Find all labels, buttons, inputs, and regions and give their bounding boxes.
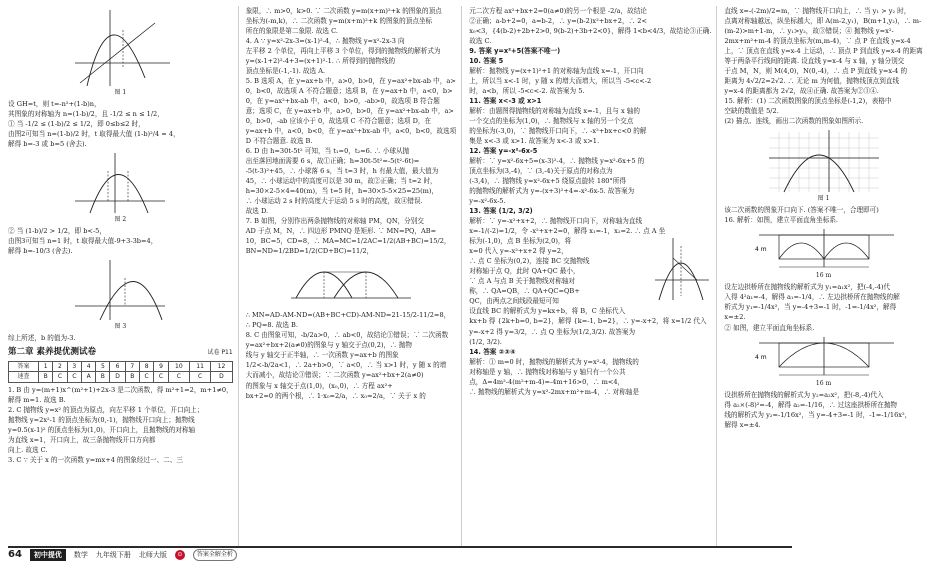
figure-1-caption: 图 1 [114, 89, 127, 96]
text-line: 的图象与 x 轴交于点(1,0)，(x₀,0)，∴ 方程 ax²+ [245, 381, 393, 390]
text-line: 解得 m=1. 故选 B. [8, 395, 66, 404]
page-number: 64 [8, 549, 22, 561]
answer-line: 9. 答案 y=x²+5(答案不唯一) [469, 47, 561, 56]
table-cell: 2 [53, 362, 67, 372]
text-line: 坐标为(-m,k)，∴ 二次函数 y=m(x+m)²+k 的图象的顶点坐标 [245, 17, 433, 26]
text-line: QC，由两点之间线段最短可知 [469, 297, 559, 306]
text-line: 1/2<-b/2a<1，∴ 2a+b>0，∵ a<0，∴ 当 x>1 时，y 随 x 的增 [245, 361, 447, 370]
figure-q7 [246, 258, 457, 308]
figure-3 [8, 258, 233, 331]
text-line: 时，a<b，所以 -5<c<-2. 故答案为 5. [469, 87, 585, 96]
text-line: 上，∵ 顶点在直线 y=x-4 上运动，∴ 顶点 P 到直线 y=x-4 的距离 [724, 47, 923, 56]
text-line: 0，b>0，-ab 应该小于 0，故选项 C 不符合题意；选项 D，在 [245, 117, 432, 126]
text-line: 空缺的数值是 5/2. [724, 107, 779, 116]
table-cell: C [139, 372, 153, 382]
text-line: x=±2. [724, 313, 746, 322]
text-line: 顶点坐标为(3,-4)，∵ (3,-4)关于原点的对称点为 [469, 167, 613, 176]
text-line: ∴ MN=AD-AM-ND=(AB+BC+CD)-AM-ND=21-15/2-11/2=8， [245, 311, 451, 320]
text-line: 线与 y 轴交于正半轴，∴ 一次函数 y=ax+b 的图象 [245, 351, 399, 360]
text-line: h=30×2-5×4=40(m)，当 t=5 时，h=30×5-5×25=25(m)， [245, 187, 439, 196]
text-line: 点，Δ=4m²-4(m²+m-4)=-4m+16>0，∴ m<4， [469, 377, 625, 386]
text-line: kx+b 得 {2k+b=0, b=2}，解得 {k=-1, b=2}，∴ y=-x+2，将 x=1/2 代入 [469, 317, 707, 326]
text-line: 距离为 4√2/2=2√2. ∴ 无论 m 为何值，抛物线顶点到直线 [724, 77, 900, 86]
dim-16m-label: 16 m [815, 272, 832, 280]
text-line: 15. 解析：(1) 二次函数图象的顶点坐标是(-1,2)，表格中 [724, 97, 892, 106]
text-line: 得 a₂×(-8)²=-4，解得 a₂=-1/16，∴ 过这座拱桥所在抛物 [724, 400, 898, 409]
text-line: 顶点坐标是(-1,-1). 故选 A. [245, 67, 326, 76]
text-line: 由图2可知当 n=(1-b)/2 时，t 取得最大值 (1-b)²/4 = 4， [8, 130, 180, 139]
q13-text [469, 236, 653, 306]
table-cell: 1 [39, 362, 53, 372]
text-line: 故选 D. [245, 207, 269, 216]
figure-q15-caption: 图 1 [817, 195, 830, 203]
table-cell: 11 [189, 362, 210, 372]
answer-line: 10. 答案 5 [469, 57, 504, 66]
chapter-title: 第二章 素养提优测试卷 [8, 347, 96, 358]
text-line: 于点 M，N，则 M(4,0)，N(0,-4)，∴ 点 P 到直线 y=x-4 的 [724, 67, 908, 76]
table-cell: 答案 [9, 362, 39, 372]
table-cell: 速查 [9, 372, 39, 382]
column-2 [246, 6, 463, 546]
text-line: 一个交点的坐标为(1,0)，∴ 抛物线与 x 轴的另一个交点 [469, 117, 634, 126]
chapter-heading [8, 346, 233, 359]
text-line: 解得 b=-3 或 b=5 (舍去). [8, 140, 87, 149]
text-line: 0，b<0，故选项 A 不符合题意；选项 B，在 y=ax+b 中，a<0，b> [245, 87, 453, 96]
text-line: 设直线 BC 的解析式为 y=kx+b，将 B，C 坐标代入 [469, 307, 626, 316]
column-3 [469, 6, 717, 546]
table-cell: B [125, 372, 139, 382]
dim-4m-label: 4 m [754, 353, 767, 361]
text-line: bx+2=0 的两个根，∴ 1·x₀=2/a，∴ x₀=2/a，∵ 关于 x 的 [245, 391, 426, 400]
text-line: x₀<3，{4(b-2)+2b+2>0, 9(b-2)+3b+2<0}，解得 1<b<4/3，故结论③正确. [469, 27, 712, 36]
text-line: 解析：抛物线 y=(x+1)²+1 的对称轴为直线 x=-1，开口向 [469, 67, 644, 76]
text-line: 元二次方程 ax²+bx+2=0(a≠0)的另一个根是 -2/a，故结论 [469, 7, 647, 15]
figure-q16a-graph [749, 227, 899, 271]
text-line: 故选 C. [469, 37, 492, 46]
answer-key-head-row [9, 362, 233, 372]
text-line: 等于两条平行线间的距离. 设直线 y=x-4 与 x 轴，y 轴分别交 [724, 57, 905, 66]
table-cell: 4 [82, 362, 96, 372]
text-line: y=-x²-6x-5. [469, 197, 506, 206]
dim-16m-label: 16 m [815, 379, 832, 387]
text-line: 的抛物线的解析式为 y=-(x+3)²+4=-x²-6x-5. 故答案为 [469, 187, 635, 196]
text-line: 2mx+m²+m-4 的顶点坐标为(m,m-4)，∵ 点 P 在直线 y=x-4 [724, 37, 911, 46]
text-line: 2. C 抛物线 y=x² 的顶点为原点，向左平移 1 个单位，开口向上； [8, 405, 204, 414]
text-line: (m-2)>m+1-m，∴ y₁>y₂，故③错误；④ 抛物线 y=x²- [724, 27, 894, 36]
text-line: ② 当 (1-b)/2 > 1/2，即 b<-5， [8, 227, 106, 236]
text-line: 10，BC=5，CD=8，∴ MA=MC=1/2AC=1/2(AB+BC)=15/2， [245, 237, 451, 246]
text-line: 1. B 由 y=(m+1)x^(m²+1)+2x-3 是二次函数，得 m²+1=2，m+1≠0， [8, 385, 233, 394]
text-line: 其图象的对称轴为 n=(1-b)/2，且 -1/2 ≤ n ≤ 1/2， [8, 110, 164, 119]
text-line: 解得 b=-10/3 (舍去). [8, 247, 73, 256]
table-cell: C [154, 372, 168, 382]
answer-line: 13. 答案 (1/2, 3/2) [469, 207, 533, 216]
answer-line: 12. 答案 y=-x²-6x-5 [469, 147, 538, 156]
table-cell: 3 [67, 362, 81, 372]
text-line: 析式为 y₁=-1/4x²，当 y=-4+3=-1 时，-1=-1/4x²，解得 [724, 303, 897, 312]
text-line: 4. A ∵ y=x²-2x-3=(x-1)²-4，∴ 抛物线 y=x²-2x-3 向 [245, 37, 405, 46]
figure-1-graph [65, 8, 175, 88]
text-line: y=ax²+bx+2(a≠0)的图象与 y 轴交于点(0,2)，∴ 抛物 [245, 341, 412, 350]
table-cell: 7 [125, 362, 139, 372]
text-line: 0，在 y=ax²+bx-ab 中，a<0，b>0，-ab>0，故选项 B 符合题 [245, 97, 440, 106]
grade-label: 九年级下册 [95, 550, 131, 559]
text-line: y=(x-1+2)²-4+3=(x+1)²-1. ∴ 所得到的抛物线的 [245, 57, 396, 66]
text-line: 称，∴ QA=QB，∴ QA+QC=QB+ [469, 287, 580, 296]
text-line: 解析：∵ y=-x²+x+2，∴ 抛物线开口向下，对称轴为直线 [469, 217, 643, 226]
table-cell: D [211, 372, 232, 382]
text-line: (-3,4)，∴ 抛物线 y=x²-6x+5 绕原点旋转 180°所得 [469, 177, 626, 186]
answer-key-row [9, 372, 233, 382]
text-line: 为直线 x=1，开口向上，故三条抛物线开口方向都 [8, 435, 156, 444]
text-line: y=ax+b 中，a<0，b<0，在 y=ax²+bx-ab 中，a<0，b<0，故选项 [245, 127, 457, 136]
text-line: 解得 x=±4. [724, 420, 761, 429]
figure-q16b [724, 335, 922, 388]
figure-q7-graph [286, 258, 416, 308]
text-line: ∴ 小球运动 2 s 时的高度大于运动 5 s 时的高度，故④错误. [245, 197, 423, 206]
figure-2-graph [70, 151, 170, 215]
figure-q16b-graph [749, 335, 899, 379]
figure-3-caption: 图 3 [114, 323, 127, 331]
text-line: 标为(-1,0)，点 B 坐标为(2,0)，将 [469, 237, 572, 246]
table-cell: A [82, 372, 96, 382]
text-line: 解析：∵ y=x²-6x+5=(x-3)²-4，∴ 抛物线 y=x²-6x+5 的 [469, 157, 645, 166]
text-line: 设左边拱桥所在抛物线的解析式为 y₁=a₁x²，把(-4,-4)代 [724, 283, 891, 292]
text-line: 线的解析式为 y₂=-1/16x²，当 y=-4+3=-1 时，-1=-1/16x²， [724, 410, 912, 419]
brand-label: 初中提优 [30, 549, 66, 562]
text-line: D 不符合题意. 故选 B. [245, 137, 313, 146]
text-line: y=x-4 的距离都为 2√2，故④正确. 故答案为②③④. [724, 87, 879, 96]
text-line: ②正确；a-b+2=0，a=b-2，∴ y=(b-2)x²+bx+2，∴ 2< [469, 17, 647, 26]
table-cell: D [110, 372, 125, 382]
text-line: -5(t-3)²+45，∴ 小球落 6 s，当 t=3 时，h 有最大值，最大值为 [245, 167, 439, 176]
text-line: 集是 x<-3 或 x>1. 故答案为 x<-3 或 x>1. [469, 137, 600, 146]
text-line: x=-1/(-2)=1/2，令 -x²+x+2=0，解得 x₁=-1，x₂=2. ∴ 点 A 坐 [469, 227, 666, 236]
table-cell: C [168, 372, 189, 382]
text-line: y=-x+2 得 y=3/2，∴ 点 Q 坐标为(1/2,3/2). 故答案为 [469, 327, 636, 336]
column-4 [724, 6, 927, 546]
text-line: 由图3可知当 n=1 时，t 取得最大值-9+3-3b=4， [8, 237, 158, 246]
text-line: 该二次函数的图象开口向下. (答案不唯一，合理即可) [724, 206, 879, 215]
text-line: 8. C 由图象可知，-b/2a>0，∴ ab<0，故结论①错误；∵ 二次函数 [245, 331, 449, 340]
text-line: 出至落回地面需要 6 s，故①正确；h=30t-5t²=-5(t²-6t)= [245, 157, 420, 166]
text-line: 16. 解析：如图，建立平面直角坐标系. [724, 216, 839, 225]
table-cell: B [96, 372, 110, 382]
text-line: 上，所以当 x<-1 时，y 随 x 的增大而增大，所以当 -5<c<-2 [469, 77, 652, 86]
text-line: 左平移 2 个单位，再向上平移 3 个单位，得到的抛物线的解析式为 [245, 47, 441, 56]
text-line: 3. C ∵ 关于 x 的一次函数 y=mx+4 的图象经过一、二、三 [8, 455, 183, 464]
table-cell: 5 [96, 362, 110, 372]
text-line: y=0.5(x-1)² 的顶点坐标为(1,0)，开口向上，且抛物线的对称轴 [8, 425, 196, 434]
table-cell: 6 [110, 362, 125, 372]
figure-2-caption: 图 2 [114, 216, 127, 224]
text-line: (2) 描点、连线，画出二次函数的图象如图所示. [724, 117, 864, 126]
conclusion: 综上所述，b 的值为-3. [8, 334, 76, 343]
text-line: 意；选项 C，在 y=ax+b 中，a>0，b>0，在 y=ax²+bx-ab 中，a> [245, 107, 454, 116]
text-line: 45，∴ 小球运动中的高度可以是 30 m，故②正确；当 t=2 时， [245, 177, 437, 186]
table-cell: 9 [154, 362, 168, 372]
table-cell: B [39, 372, 53, 382]
table-cell: C [53, 372, 67, 382]
text-line: 象限，∴ m>0，k>0. ∵ 二次函数 y=m(x+m)²+k 的图象的顶点 [245, 7, 442, 15]
table-cell: 12 [211, 362, 232, 372]
text-line: 直线 x=-(-2m)/2=m，∵ 抛物线开口向上，∴ 当 y₁ > y₂ 时， [724, 7, 911, 15]
table-cell: 8 [139, 362, 153, 372]
edition-label: 北师大版 [138, 550, 167, 559]
answer-line: 14. 答案 ②③④ [469, 347, 516, 356]
text-line: 解析：① m=0 时，抛物线的解析式为 y=x²-4，抛物线的 [469, 357, 639, 366]
figure-q15 [724, 128, 922, 203]
column-1 [8, 6, 239, 546]
answer-key-table [8, 361, 233, 382]
text-line: 设 GH=t，则 t=-n²+(1-b)n， [8, 100, 101, 109]
answer-mark-icon: ⊙ [175, 550, 185, 560]
text-line: 入得 4²a₁=-4，解得 a₁=-1/4，∴ 左边拱桥所在抛物线的解 [724, 293, 900, 302]
text-line: ∴ 点 C 坐标为(0,2)，连接 BC 交抛物线 [469, 257, 590, 266]
answer-line: 11. 答案 x<-3 或 x>1 [469, 97, 542, 106]
page-footer [8, 546, 792, 562]
figure-q13-graph [653, 236, 711, 302]
text-line: (1/2, 3/2). [469, 337, 502, 346]
table-cell: C [189, 372, 210, 382]
text-line: BN=ND=1/2BD=1/2(CD+BC)=11/2， [245, 247, 374, 256]
answer-key-label: 答案全解全析 [193, 549, 237, 560]
text-line: 的坐标为(-3,0)，∵ 抛物线开口向下，∴ -x²+bx+c<0 的解 [469, 127, 647, 136]
text-line: 对称轴是 y 轴，∴ 抛物线对称轴与 y 轴只有一个公共 [469, 367, 626, 376]
text-line: 7. B 如图，分别作出两条抛物线的对称轴 PM，QN，分别交 [245, 217, 424, 226]
text-line: AD 于点 M，N，∴ 四边形 PMNQ 是矩形. ∵ MN=PQ，AB= [245, 227, 437, 236]
table-cell: C [67, 372, 81, 382]
dim-4m-label: 4 m [754, 246, 767, 254]
text-line: ① 当 -1/2 ≤ (1-b)/2 ≤ 1/2，即 0≤b≤2 时， [8, 120, 145, 129]
columns [8, 6, 923, 546]
text-line: 对称轴于点 Q，此时 QA+QC 最小， [469, 267, 580, 276]
figure-q16a [724, 227, 922, 280]
table-cell: 10 [168, 362, 189, 372]
figure-2 [8, 151, 233, 224]
figure-1 [8, 8, 233, 97]
text-line: x=0 代入 y=-x²+x+2 得 y=2， [469, 247, 568, 256]
text-line: ② 如图，建立平面直角坐标系. [724, 323, 815, 332]
text-line: 解析：由题图得抛物线的对称轴为直线 x=-1，且与 x 轴的 [469, 107, 640, 116]
text-line: ∵ 点 A 与点 B 关于抛物线对称轴对 [469, 277, 576, 286]
text-line: 设拱桥所在抛物线的解析式为 y₂=a₂x²，把(-8,-4)代入 [724, 390, 884, 399]
q13-block [469, 236, 711, 306]
text-line: 向上. 故选 C. [8, 445, 48, 454]
text-line: ∴ 抛物线的解析式为 y=x²-2mx+m²+m-4，∴ 对称轴是 [469, 387, 640, 396]
text-line: 所在的象限是第二象限. 故选 C. [245, 27, 339, 36]
text-line: 抛物线 y=2x²-1 的顶点坐标为(0,-1)，抛物线开口向上；抛物线 [8, 415, 195, 424]
subject-label: 数学 [73, 550, 88, 559]
text-line: 5. B 选项 A，在 y=ax+b 中，a>0，b>0，在 y=ax²+bx-ab 中，a> [245, 77, 456, 86]
chapter-ref: 试卷 P11 [207, 349, 233, 357]
figure-3-graph [70, 258, 170, 322]
text-line: 点离对称轴越远，纵坐标越大，即 A(m-2,y₁)，B(m+1,y₂)，∴ m- [724, 17, 922, 26]
text-line: ∴ PQ=8. 故选 B. [245, 321, 298, 330]
figure-q15-graph [764, 128, 884, 194]
text-line: 大而减小，故结论③错误；∵ 二次函数 y=ax²+bx+2(a≠0) [245, 371, 424, 380]
text-line: 6. D 由 h=30t-5t² 可知，当 t₁=0，t₂=6. ∴ 小球从抛 [245, 147, 410, 156]
